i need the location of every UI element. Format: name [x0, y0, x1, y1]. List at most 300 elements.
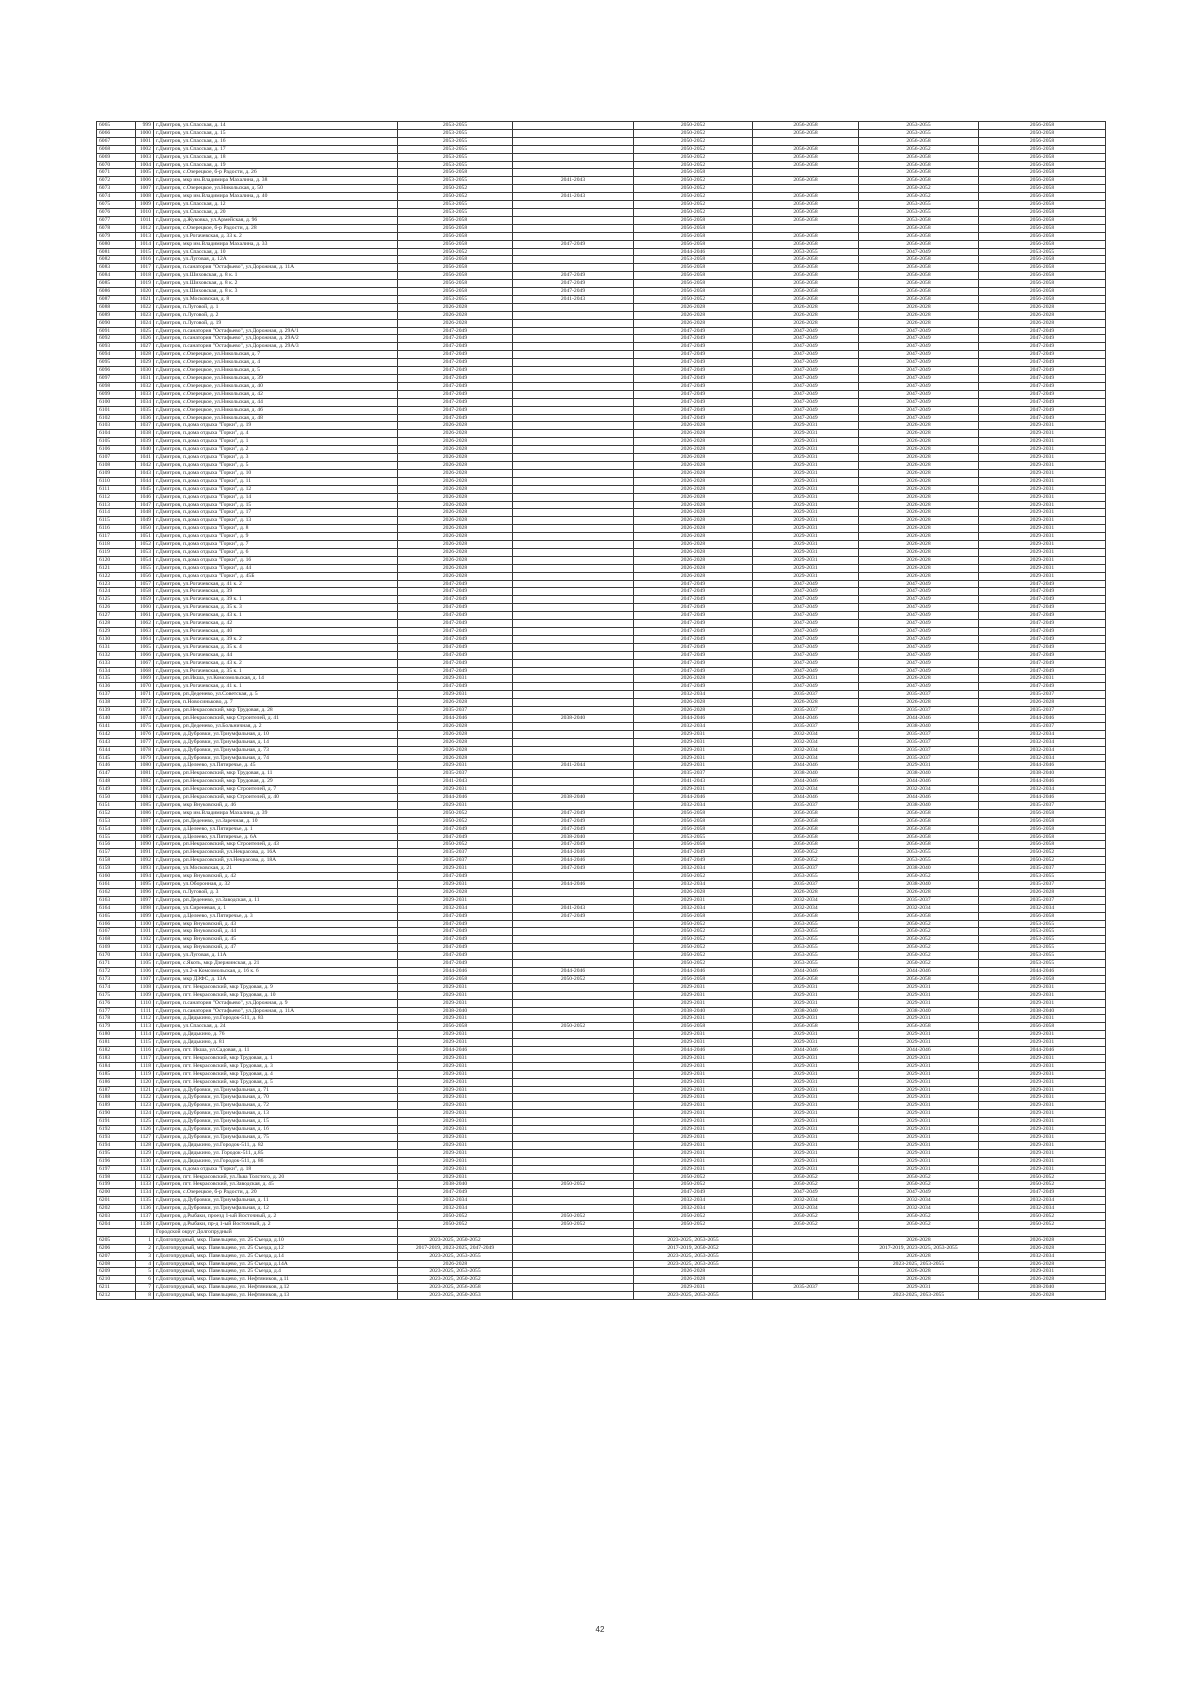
row-number-cell: 1117 [136, 1054, 154, 1062]
period-cell-6: 2035-2037 [979, 881, 1106, 889]
period-cell-4 [753, 169, 859, 177]
row-number-cell: 1059 [136, 596, 154, 604]
period-cell-4: 2029-2031 [753, 1149, 859, 1157]
period-cell-2 [513, 501, 634, 509]
period-cell-5: 2029-2031 [859, 999, 979, 1007]
row-number-cell: 1096 [136, 888, 154, 896]
period-cell-1: 2026-2028 [398, 430, 513, 438]
period-cell-4: 2047-2049 [753, 643, 859, 651]
period-cell-1: 2056-2058 [398, 224, 513, 232]
period-cell-5: 2047-2049 [859, 375, 979, 383]
period-cell-1: 2029-2031 [398, 1070, 513, 1078]
table-row [97, 264, 1106, 272]
period-cell-6: 2029-2031 [979, 1134, 1106, 1142]
period-cell-3: 2026-2028 [634, 493, 753, 501]
period-cell-1: 2029-2031 [398, 1165, 513, 1173]
address-cell: г.Дмитров, рп.Некрасовский, мкр Строителей, д. 40 [154, 794, 398, 802]
table-row [97, 169, 1106, 177]
table-row [97, 406, 1106, 414]
period-cell-2 [513, 1062, 634, 1070]
period-cell-4: 2029-2031 [753, 1070, 859, 1078]
row-id-cell: 6068 [97, 145, 136, 153]
period-cell-1: 2044-2046 [398, 1047, 513, 1055]
address-cell: г.Дмитров, рп.Некрасовский, ул.Некрасова, д. 16А [154, 849, 398, 857]
row-number-cell: 1068 [136, 667, 154, 675]
period-cell-3: 2044-2046 [634, 714, 753, 722]
period-cell-6: 2026-2028 [979, 311, 1106, 319]
period-cell-2 [513, 604, 634, 612]
row-number-cell: 1043 [136, 469, 154, 477]
period-cell-1: 2026-2028 [398, 572, 513, 580]
row-id-cell: 6125 [97, 596, 136, 604]
address-cell: г.Дмитров, д.Дядькино, ул.Городок-511, д. 82 [154, 1141, 398, 1149]
row-id-cell: 6140 [97, 714, 136, 722]
period-cell-1: 2053-2055 [398, 122, 513, 130]
period-cell-4: 2056-2058 [753, 240, 859, 248]
period-cell-2: 2047-2049 [513, 912, 634, 920]
period-cell-6: 2029-2031 [979, 999, 1106, 1007]
period-cell-4: 2029-2031 [753, 1157, 859, 1165]
address-cell: г.Долгопрудный, мкр. Павельцево, ул. Нефтяников, д.11 [154, 1276, 398, 1284]
row-number-cell: 1051 [136, 533, 154, 541]
table-row [97, 161, 1106, 169]
row-id-cell: 6109 [97, 469, 136, 477]
period-cell-3: 2032-2034 [634, 1197, 753, 1205]
table-row [97, 1181, 1106, 1189]
period-cell-2 [513, 548, 634, 556]
period-cell-1: 2047-2049 [398, 414, 513, 422]
period-cell-4: 2056-2058 [753, 145, 859, 153]
row-number-cell: 1032 [136, 382, 154, 390]
table-row [97, 1094, 1106, 1102]
period-cell-1: 2023-2025, 2056-2058 [398, 1284, 513, 1292]
period-cell-6: 2047-2049 [979, 335, 1106, 343]
period-cell-3: 2050-2052 [634, 137, 753, 145]
address-cell: г.Дмитров, с.Озерецкое, б-р Радости, д. 28 [154, 224, 398, 232]
period-cell-5: 2053-2055 [859, 208, 979, 216]
row-number-cell: 1024 [136, 319, 154, 327]
period-cell-5: 2029-2031 [859, 1054, 979, 1062]
address-cell: г.Дмитров, п.Луговой, д. 19 [154, 319, 398, 327]
period-cell-5: 2047-2049 [859, 406, 979, 414]
row-number-cell: 1031 [136, 375, 154, 383]
row-number-cell: 1114 [136, 1031, 154, 1039]
row-number-cell: 1037 [136, 422, 154, 430]
period-cell-6: 2029-2031 [979, 501, 1106, 509]
row-number-cell: 1021 [136, 295, 154, 303]
period-cell-4: 2029-2031 [753, 1039, 859, 1047]
address-cell: г.Долгопрудный, мкр. Павельцево, ул. 25 Съезда, д.14 [154, 1252, 398, 1260]
period-cell-5: 2032-2034 [859, 786, 979, 794]
period-cell-3: 2050-2052 [634, 145, 753, 153]
period-cell-1: 2026-2028 [398, 564, 513, 572]
row-number-cell: 1030 [136, 367, 154, 375]
row-number-cell: 1106 [136, 967, 154, 975]
row-id-cell: 6148 [97, 778, 136, 786]
period-cell-4: 2047-2049 [753, 359, 859, 367]
period-cell-1: 2053-2055 [398, 137, 513, 145]
period-cell-6: 2056-2058 [979, 288, 1106, 296]
period-cell-5: 2056-2058 [859, 272, 979, 280]
address-cell: г.Дмитров, ул.Рогачевская, д. 44 [154, 651, 398, 659]
row-number-cell: 1049 [136, 517, 154, 525]
period-cell-3: 2056-2058 [634, 825, 753, 833]
row-id-cell: 6070 [97, 161, 136, 169]
period-cell-5: 2047-2049 [859, 628, 979, 636]
period-cell-6: 2029-2031 [979, 1031, 1106, 1039]
period-cell-2: 2047-2049 [513, 809, 634, 817]
row-number-cell: 1095 [136, 881, 154, 889]
table-row [97, 825, 1106, 833]
table-row [97, 762, 1106, 770]
row-id-cell: 6161 [97, 881, 136, 889]
period-cell-1: 2047-2049 [398, 406, 513, 414]
table-row [97, 311, 1106, 319]
period-cell-6: 2032-2034 [979, 904, 1106, 912]
period-cell-1: 2026-2028 [398, 422, 513, 430]
period-cell-5: 2026-2028 [859, 430, 979, 438]
period-cell-1: 2026-2028 [398, 509, 513, 517]
row-id-cell: 6079 [97, 232, 136, 240]
period-cell-2 [513, 873, 634, 881]
row-id-cell: 6095 [97, 359, 136, 367]
period-cell-1: 2029-2031 [398, 801, 513, 809]
period-cell-2: 2050-2052 [513, 1220, 634, 1228]
address-cell: г.Дмитров, д.Целеево, ул.Пятиречье, д. 45 [154, 762, 398, 770]
address-cell: г.Дмитров, ул.2-я Комсомольская, д. 16 к. 6 [154, 967, 398, 975]
period-cell-1: 2026-2028 [398, 501, 513, 509]
period-cell-6: 2035-2037 [979, 801, 1106, 809]
table-row [97, 177, 1106, 185]
period-cell-5: 2026-2028 [859, 699, 979, 707]
row-id-cell: 6155 [97, 833, 136, 841]
period-cell-1: 2029-2031 [398, 1118, 513, 1126]
address-cell: г.Дмитров, с.Озерецкое, ул.Никольская, д. 40 [154, 382, 398, 390]
period-cell-6: 2056-2058 [979, 1023, 1106, 1031]
row-id-cell: 6088 [97, 303, 136, 311]
period-cell-4: 2056-2058 [753, 272, 859, 280]
address-cell: г.Дмитров, рп.Деденево, ул.Больничная, д. 2 [154, 722, 398, 730]
period-cell-6: 2029-2031 [979, 1039, 1106, 1047]
period-cell-3: 2032-2034 [634, 904, 753, 912]
period-cell-2 [513, 1260, 634, 1268]
period-cell-5: 2029-2031 [859, 1126, 979, 1134]
row-id-cell: 6128 [97, 620, 136, 628]
table-row [97, 122, 1106, 130]
period-cell-3: 2041-2043 [634, 778, 753, 786]
period-cell-1: 2050-2052 [398, 809, 513, 817]
row-number-cell: 1101 [136, 928, 154, 936]
period-cell-5: 2044-2046 [859, 967, 979, 975]
period-cell-5: 2056-2058 [859, 153, 979, 161]
period-cell-5: 2050-2052 [859, 920, 979, 928]
row-id-cell: 6145 [97, 754, 136, 762]
row-id-cell: 6186 [97, 1078, 136, 1086]
address-cell: г.Дмитров, мкр Внуковский, д. 46 [154, 801, 398, 809]
period-cell-1: 2047-2049 [398, 659, 513, 667]
period-cell-6: 2053-2055 [979, 960, 1106, 968]
period-cell-6: 2047-2049 [979, 588, 1106, 596]
address-cell: г.Дмитров, ул.Шиховская, д. 8 к. 3 [154, 288, 398, 296]
period-cell-6: 2056-2058 [979, 137, 1106, 145]
period-cell-1: 2047-2049 [398, 683, 513, 691]
period-cell-2 [513, 1070, 634, 1078]
table-row [97, 596, 1106, 604]
row-id-cell: 6102 [97, 414, 136, 422]
period-cell-3: 2056-2058 [634, 817, 753, 825]
period-cell-2 [513, 1149, 634, 1157]
row-number-cell: 1009 [136, 201, 154, 209]
address-cell: г.Дмитров, п.дома отдыха "Горки", д. 11 [154, 477, 398, 485]
period-cell-3: 2029-2031 [634, 983, 753, 991]
period-cell-3: 2032-2034 [634, 1205, 753, 1213]
row-id-cell: 6122 [97, 572, 136, 580]
row-number-cell: 2 [136, 1244, 154, 1252]
table-row [97, 967, 1106, 975]
period-cell-1: 2056-2058 [398, 232, 513, 240]
period-cell-4: 2029-2031 [753, 430, 859, 438]
period-cell-1: 2047-2049 [398, 351, 513, 359]
period-cell-2 [513, 691, 634, 699]
period-cell-5: 2056-2058 [859, 169, 979, 177]
period-cell-3: 2029-2031 [634, 1015, 753, 1023]
table-row [97, 928, 1106, 936]
period-cell-6: 2029-2031 [979, 477, 1106, 485]
table-row [97, 770, 1106, 778]
period-cell-4: 2044-2046 [753, 762, 859, 770]
period-cell-1: 2056-2058 [398, 264, 513, 272]
address-cell: г.Дмитров, рп.Икша, ул.Комсомольская, д. 14 [154, 675, 398, 683]
address-cell: г.Дмитров, д.Дубровки, ул.Триумфальная, д. 75 [154, 1134, 398, 1142]
row-id-cell: 6194 [97, 1141, 136, 1149]
period-cell-3: 2047-2049 [634, 588, 753, 596]
table-row [97, 327, 1106, 335]
table-row [97, 382, 1106, 390]
period-cell-2 [513, 1157, 634, 1165]
row-number-cell: 1111 [136, 1007, 154, 1015]
period-cell-4: 2050-2052 [753, 1181, 859, 1189]
period-cell-6: 2050-2052 [979, 1181, 1106, 1189]
period-cell-6: 2029-2031 [979, 454, 1106, 462]
period-cell-1: 2026-2028 [398, 699, 513, 707]
period-cell-3: 2026-2028 [634, 319, 753, 327]
address-cell: г.Дмитров, мкр им.Владимира Махалина, д. 40 [154, 193, 398, 201]
period-cell-6: 2026-2028 [979, 1236, 1106, 1244]
row-id-cell: 6144 [97, 746, 136, 754]
period-cell-4: 2029-2031 [753, 1094, 859, 1102]
period-cell-4: 2029-2031 [753, 517, 859, 525]
period-cell-4: 2047-2049 [753, 612, 859, 620]
period-cell-5: 2026-2028 [859, 1268, 979, 1276]
period-cell-5: 2029-2031 [859, 1284, 979, 1292]
address-cell: г.Дмитров, ул.Шиховская, д. 8 к. 1 [154, 272, 398, 280]
table-row [97, 896, 1106, 904]
period-cell-4: 2044-2046 [753, 967, 859, 975]
period-cell-5: 2029-2031 [859, 1141, 979, 1149]
period-cell-3: 2047-2049 [634, 343, 753, 351]
table-row [97, 912, 1106, 920]
period-cell-3: 2029-2031 [634, 1134, 753, 1142]
period-cell-4: 2029-2031 [753, 1126, 859, 1134]
address-cell: г.Дмитров, д.Жуковка, ул.Армейская, д. 96 [154, 216, 398, 224]
table-row [97, 699, 1106, 707]
table-row [97, 975, 1106, 983]
row-id-cell: 6165 [97, 912, 136, 920]
period-cell-3: 2050-2052 [634, 873, 753, 881]
row-id-cell: 6182 [97, 1047, 136, 1055]
period-cell-1: 2047-2049 [398, 620, 513, 628]
period-cell-5: 2026-2028 [859, 533, 979, 541]
table-row [97, 461, 1106, 469]
period-cell-4: 2056-2058 [753, 975, 859, 983]
table-row [97, 604, 1106, 612]
table-row [97, 786, 1106, 794]
period-cell-5: 2035-2037 [859, 754, 979, 762]
period-cell-5: 2050-2052 [859, 873, 979, 881]
period-cell-1: 2029-2031 [398, 1157, 513, 1165]
period-cell-5: 2047-2049 [859, 248, 979, 256]
period-cell-3: 2029-2031 [634, 730, 753, 738]
period-cell-2: 2038-2040 [513, 833, 634, 841]
period-cell-6: 2029-2031 [979, 991, 1106, 999]
period-cell-3: 2026-2028 [634, 548, 753, 556]
period-cell-5: 2026-2028 [859, 461, 979, 469]
table-row [97, 1268, 1106, 1276]
period-cell-5: 2026-2028 [859, 469, 979, 477]
address-cell: г.Дмитров, мкр Внуковский, д. 44 [154, 928, 398, 936]
period-cell-1: 2044-2046 [398, 967, 513, 975]
row-number-cell: 1065 [136, 643, 154, 651]
period-cell-4: 2053-2055 [753, 936, 859, 944]
address-cell: г.Дмитров, ул.Спасская, д. 18 [154, 153, 398, 161]
period-cell-6: 2056-2058 [979, 161, 1106, 169]
period-cell-4: 2056-2058 [753, 809, 859, 817]
row-id-cell: 6094 [97, 351, 136, 359]
period-cell-3: 2029-2031 [634, 1102, 753, 1110]
period-cell-1: 2023-2025, 2053-2055 [398, 1252, 513, 1260]
address-cell: г.Дмитров, ул.Спасская, д. 12 [154, 201, 398, 209]
address-cell: г.Дмитров, с.Озерецкое, б-р Радости, д. 26 [154, 169, 398, 177]
row-id-cell: 6179 [97, 1023, 136, 1031]
period-cell-6: 2047-2049 [979, 596, 1106, 604]
period-cell-2 [513, 461, 634, 469]
address-cell: г.Дмитров, д.Дубровки, ул.Триумфальная, д. 13 [154, 1110, 398, 1118]
period-cell-1: 2029-2031 [398, 1086, 513, 1094]
period-cell-1: 2050-2052 [398, 1213, 513, 1221]
period-cell-2 [513, 224, 634, 232]
period-cell-5: 2047-2049 [859, 414, 979, 422]
row-number-cell: 1002 [136, 145, 154, 153]
table-row [97, 1110, 1106, 1118]
period-cell-3: 2050-2052 [634, 960, 753, 968]
row-number-cell: 1078 [136, 746, 154, 754]
table-row [97, 446, 1106, 454]
row-number-cell: 1012 [136, 224, 154, 232]
period-cell-1: 2047-2049 [398, 651, 513, 659]
period-cell-6: 2029-2031 [979, 1054, 1106, 1062]
period-cell-6: 2047-2049 [979, 612, 1106, 620]
period-cell-5: 2029-2031 [859, 983, 979, 991]
period-cell-2 [513, 1205, 634, 1213]
period-cell-1: 2047-2049 [398, 952, 513, 960]
period-cell-1: 2026-2028 [398, 738, 513, 746]
period-cell-1: 2047-2049 [398, 398, 513, 406]
period-cell-2 [513, 335, 634, 343]
period-cell-2: 2050-2052 [513, 1213, 634, 1221]
period-cell-4: 2047-2049 [753, 596, 859, 604]
address-cell: г.Дмитров, д.Целеево, ул.Пятиречье, д. 1 [154, 825, 398, 833]
row-number-cell: 1116 [136, 1047, 154, 1055]
period-cell-3: 2026-2028 [634, 311, 753, 319]
period-cell-4 [753, 1276, 859, 1284]
address-cell: г.Дмитров, ул.Луговая, д. 12А [154, 256, 398, 264]
period-cell-6: 2029-2031 [979, 983, 1106, 991]
period-cell-5: 2026-2028 [859, 422, 979, 430]
row-id-cell: 6069 [97, 153, 136, 161]
table-row [97, 920, 1106, 928]
period-cell-2 [513, 375, 634, 383]
row-id-cell: 6153 [97, 817, 136, 825]
period-cell-4: 2032-2034 [753, 896, 859, 904]
period-cell-6: 2056-2058 [979, 256, 1106, 264]
period-cell-3: 2047-2049 [634, 327, 753, 335]
period-cell-4: 2050-2052 [753, 1213, 859, 1221]
period-cell-6: 2050-2052 [979, 849, 1106, 857]
period-cell-5: 2038-2040 [859, 801, 979, 809]
row-id-cell: 6083 [97, 264, 136, 272]
address-cell: г.Долгопрудный, мкр. Павельцево, ул. 25 Съезда, д.14А [154, 1260, 398, 1268]
period-cell-2 [513, 1292, 634, 1300]
period-cell-2: 2044-2046 [513, 849, 634, 857]
period-cell-5: 2026-2028 [859, 446, 979, 454]
period-cell-5: 2056-2058 [859, 288, 979, 296]
period-cell-3: 2029-2031 [634, 1165, 753, 1173]
row-number-cell: 1038 [136, 430, 154, 438]
period-cell-6: 2047-2049 [979, 667, 1106, 675]
address-cell: г.Дмитров, п.санатория "Остафьево", ул.Дорожная, д. 11А [154, 264, 398, 272]
period-cell-1: 2026-2028 [398, 438, 513, 446]
period-cell-1: 2050-2052 [398, 841, 513, 849]
row-id-cell: 6133 [97, 659, 136, 667]
table-row [97, 248, 1106, 256]
row-number-cell: 1017 [136, 264, 154, 272]
table-row [97, 375, 1106, 383]
row-id-cell: 6107 [97, 454, 136, 462]
period-cell-4: 2032-2034 [753, 1197, 859, 1205]
period-cell-6: 2029-2031 [979, 1149, 1106, 1157]
row-id-cell: 6190 [97, 1110, 136, 1118]
period-cell-4: 2029-2031 [753, 541, 859, 549]
period-cell-1: 2029-2031 [398, 786, 513, 794]
address-cell: г.Дмитров, рп.Некрасовский, мкр Трудовая, д. 28 [154, 707, 398, 715]
period-cell-1: 2056-2058 [398, 256, 513, 264]
row-number-cell: 1010 [136, 208, 154, 216]
address-cell: г.Дмитров, мкр им.Владимира Махалина, д. 39 [154, 809, 398, 817]
period-cell-6: 2044-2046 [979, 762, 1106, 770]
row-id-cell: 6142 [97, 730, 136, 738]
period-cell-4: 2056-2058 [753, 256, 859, 264]
period-cell-3: 2035-2037 [634, 770, 753, 778]
period-cell-3: 2026-2028 [634, 501, 753, 509]
period-cell-6: 2047-2049 [979, 351, 1106, 359]
period-cell-6: 2029-2031 [979, 1070, 1106, 1078]
table-row [97, 714, 1106, 722]
table-row [97, 1086, 1106, 1094]
address-cell: г.Дмитров, п.дома отдыха "Горки", д. 13 [154, 517, 398, 525]
period-cell-5: 2047-2049 [859, 580, 979, 588]
period-cell-1: 2026-2028 [398, 525, 513, 533]
address-cell: г.Дмитров, п.дома отдыха "Горки", д. 19 [154, 422, 398, 430]
